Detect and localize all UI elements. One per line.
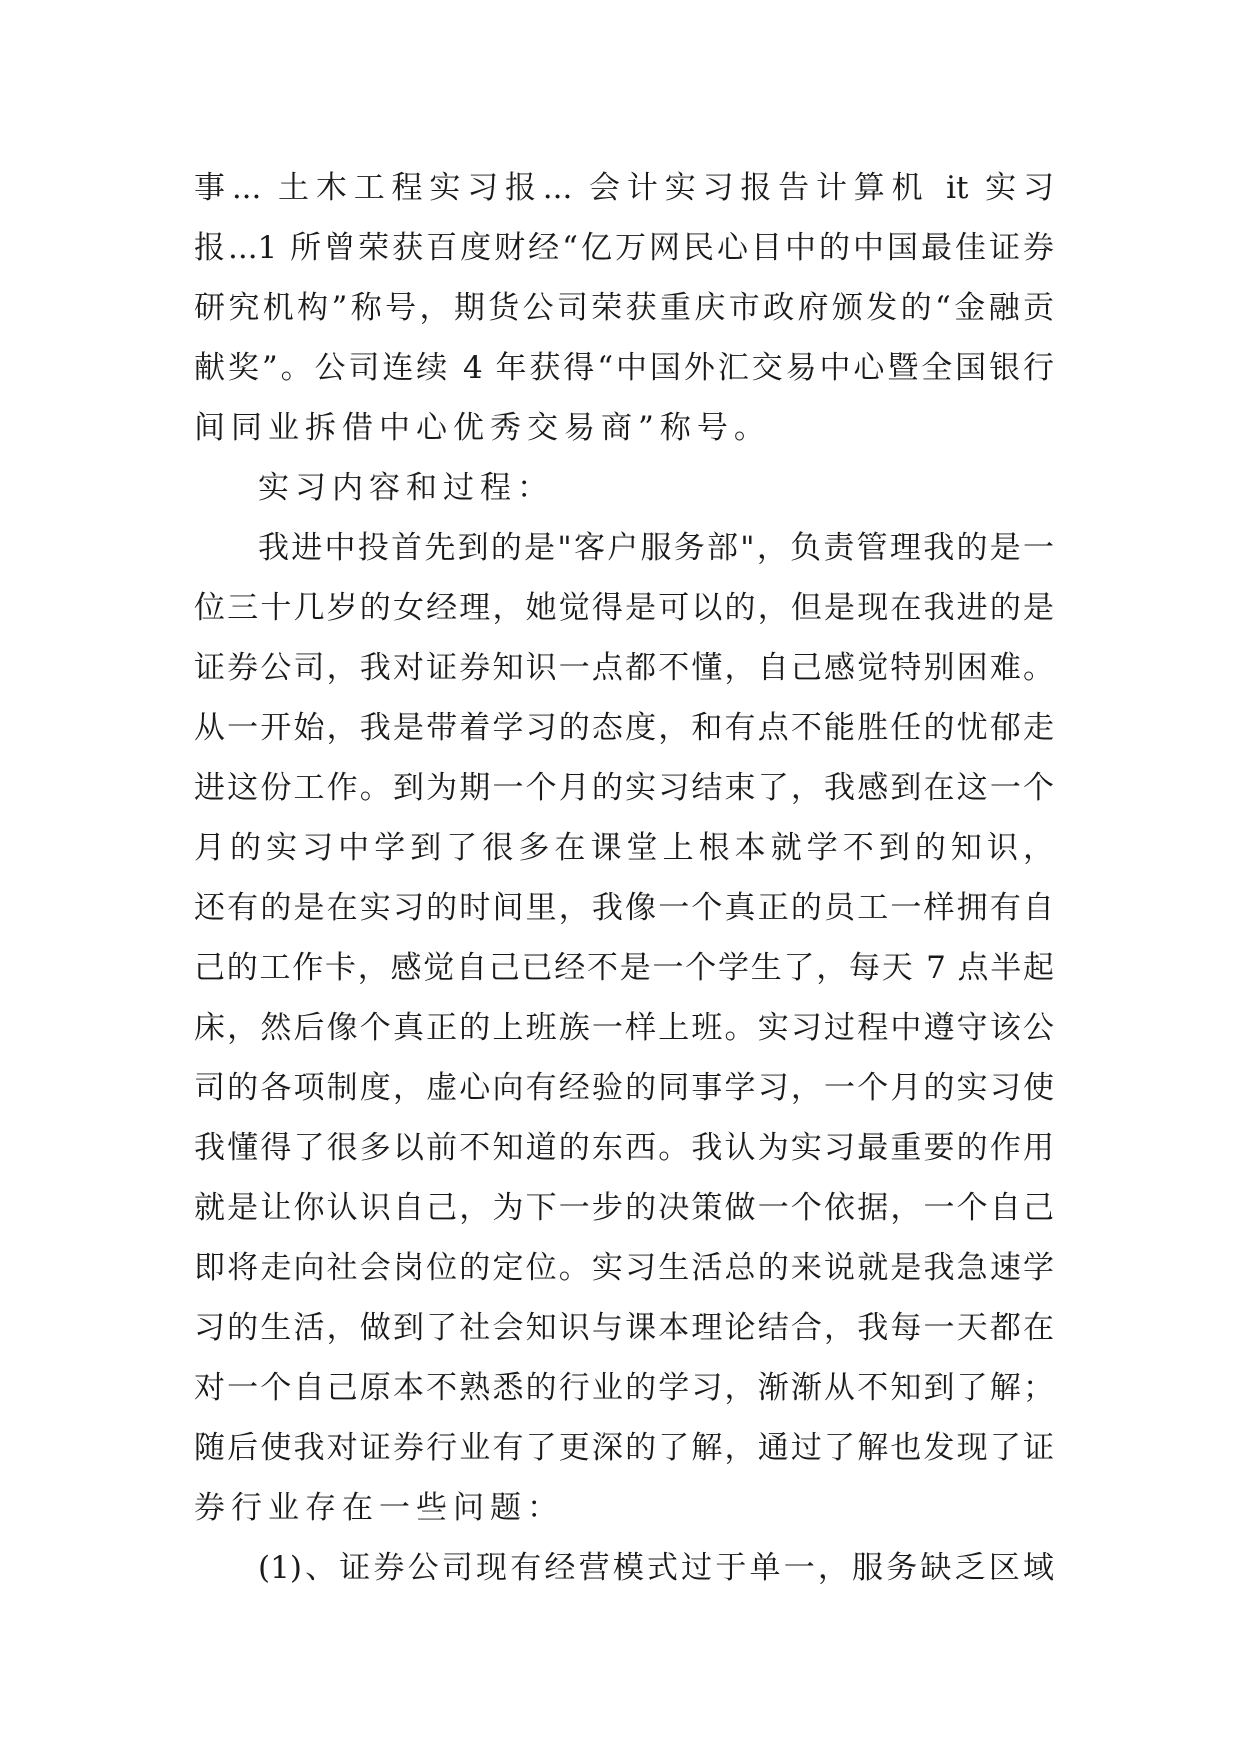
text-line: 就是让你认识自己，为下一步的决策做一个依据，一个自己 bbox=[194, 1190, 1054, 1226]
text-line: 即将走向社会岗位的定位。实习生活总的来说就是我急速学 bbox=[194, 1250, 1054, 1286]
text-line: 月的实习中学到了很多在课堂上根本就学不到的知识， bbox=[194, 830, 1054, 866]
text-line: 证券公司，我对证券知识一点都不懂，自己感觉特别困难。 bbox=[194, 650, 1054, 686]
text-line: 司的各项制度，虚心向有经验的同事学习，一个月的实习使 bbox=[194, 1070, 1054, 1106]
text-line: 间同业拆借中心优秀交易商”称号。 bbox=[194, 410, 771, 446]
text-line: 事... 土木工程实习报... 会计实习报告计算机 it 实习 bbox=[194, 170, 1054, 206]
text-line: 研究机构”称号，期货公司荣获重庆市政府颁发的“金融贡 bbox=[194, 290, 1054, 326]
list-item: (1)、证券公司现有经营模式过于单一，服务缺乏区域 bbox=[258, 1550, 1054, 1586]
text-line: 献奖”。公司连续 4 年获得“中国外汇交易中心暨全国银行 bbox=[194, 350, 1054, 386]
text-line: 还有的是在实习的时间里，我像一个真正的员工一样拥有自 bbox=[194, 890, 1054, 926]
text-line: 从一开始，我是带着学习的态度，和有点不能胜任的忧郁走 bbox=[194, 710, 1054, 746]
text-line: 床，然后像个真正的上班族一样上班。实习过程中遵守该公 bbox=[194, 1010, 1054, 1046]
text-line: 己的工作卡，感觉自己已经不是一个学生了，每天 7 点半起 bbox=[194, 950, 1054, 986]
text-line: 我懂得了很多以前不知道的东西。我认为实习最重要的作用 bbox=[194, 1130, 1054, 1166]
document-body bbox=[194, 158, 1054, 1598]
text-line: 进这份工作。到为期一个月的实习结束了，我感到在这一个 bbox=[194, 770, 1054, 806]
text-line: 对一个自己原本不熟悉的行业的学习，渐渐从不知到了解； bbox=[194, 1370, 1054, 1406]
text-line: 报...1 所曾荣获百度财经“亿万网民心目中的中国最佳证券 bbox=[194, 230, 1054, 266]
text-line: 习的生活，做到了社会知识与课本理论结合，我每一天都在 bbox=[194, 1310, 1054, 1346]
text-line: 券行业存在一些问题： bbox=[194, 1490, 564, 1526]
text-line: 随后使我对证券行业有了更深的了解，通过了解也发现了证 bbox=[194, 1430, 1054, 1466]
text-line: 位三十几岁的女经理，她觉得是可以的，但是现在我进的是 bbox=[194, 590, 1054, 626]
text-line: 我进中投首先到的是"客户服务部"，负责管理我的是一 bbox=[258, 530, 1054, 566]
section-heading: 实习内容和过程： bbox=[258, 470, 554, 506]
